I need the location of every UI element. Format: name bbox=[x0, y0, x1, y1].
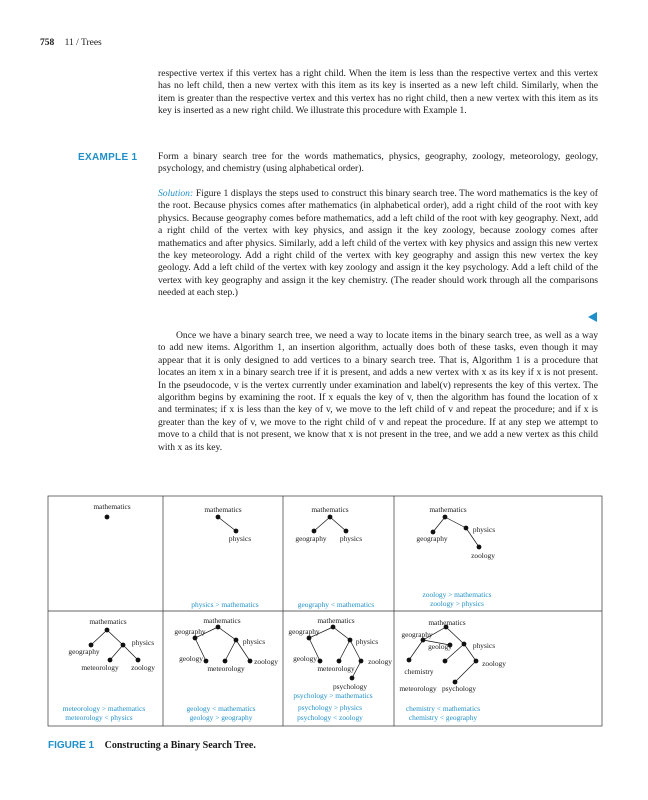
node-chemistry: chemistry bbox=[404, 667, 434, 676]
node-mathematics: mathematics bbox=[89, 617, 127, 626]
vertex bbox=[105, 515, 110, 520]
node-geography: geography bbox=[68, 647, 100, 656]
panel-7 bbox=[288, 616, 392, 722]
node-physics: physics bbox=[472, 641, 496, 650]
node-mathematics: mathematics bbox=[93, 502, 131, 511]
node-zoology: zoology bbox=[254, 657, 278, 666]
comparison: meteorology < physics bbox=[65, 713, 133, 722]
node-meteorology: meteorology bbox=[207, 664, 245, 673]
comparison: chemistry < mathematics bbox=[405, 704, 481, 713]
comparison: zoology > mathematics bbox=[422, 590, 492, 599]
comparison: psychology > physics bbox=[297, 703, 363, 712]
node-physics: physics bbox=[131, 638, 155, 647]
node-zoology: zoology bbox=[471, 551, 495, 560]
node-physics: physics bbox=[472, 525, 496, 534]
node-mathematics: mathematics bbox=[203, 616, 241, 625]
node-physics: physics bbox=[228, 534, 252, 543]
node-zoology: zoology bbox=[131, 663, 155, 672]
figure-title: Constructing a Binary Search Tree. bbox=[104, 740, 256, 751]
panel-5 bbox=[63, 617, 155, 722]
comparison: geology > geography bbox=[189, 713, 253, 722]
node-zoology: zoology bbox=[482, 659, 506, 668]
node-geology: geology bbox=[428, 642, 452, 651]
node-geography: geography bbox=[416, 534, 448, 543]
node-psychology: psychology bbox=[441, 684, 477, 693]
panel-4 bbox=[416, 505, 495, 608]
node-meteorology: meteorology bbox=[399, 684, 437, 693]
node-physics: physics bbox=[355, 637, 379, 646]
solution-text: Figure 1 displays the steps used to construct this binary search tree. The word mathematics is the key of the root. Because physics comes after mathematics (in alphabetical order), add a right child of the root with key physics. Because geography comes before mathematics, add a left child of the root with key geography. Next, add a right child of the vertex with key physics, and assign it the key zoology, because zoology comes after mathematics and after physics. Similarly, add a left child of the vertex with key physics and assign this new vertex the key meteorology. Add a right child of the vertex with key geography and assign this new vertex the key geology. Add a left child of the vertex with key zoology and assign it the key psychology. Add a left child of the vertex with key geography and assign it the key chemistry. (The reader should work through all the comparisons needed at each step.) bbox=[158, 188, 598, 299]
intro-paragraph: respective vertex if this vertex has a right child. When the item is less than the respective vertex and this vertex has no left child, then a new vertex with this item as its key is inserted as a new left child. Similarly, when the item is greater than the respective vertex and this vertex has no right child, then a new vertex with this item as its key is inserted as a new right child. We illustrate this procedure with Example 1. bbox=[158, 68, 598, 117]
node-mathematics: mathematics bbox=[311, 505, 349, 514]
node-geography: geography bbox=[401, 630, 433, 639]
node-physics: physics bbox=[242, 637, 266, 646]
node-meteorology: meteorology bbox=[317, 664, 355, 673]
comparison: physics > mathematics bbox=[191, 600, 259, 609]
comparison: psychology < zoology bbox=[297, 713, 363, 722]
comparison: psychology > mathematics bbox=[293, 691, 373, 700]
panel-2 bbox=[191, 505, 259, 609]
node-mathematics: mathematics bbox=[428, 618, 466, 627]
node-physics: physics bbox=[339, 534, 363, 543]
comparison: meteorology > mathematics bbox=[62, 704, 146, 713]
comparison: geology < mathematics bbox=[186, 704, 256, 713]
node-mathematics: mathematics bbox=[204, 505, 242, 514]
comparison: zoology > physics bbox=[430, 599, 484, 608]
node-geography: geography bbox=[295, 534, 327, 543]
node-psychology: psychology bbox=[332, 682, 368, 691]
example-problem: Form a binary search tree for the words mathematics, physics, geography, zoology, meteorology, geology, psychology, and chemistry (using alphabetical order). bbox=[158, 151, 598, 175]
node-meteorology: meteorology bbox=[81, 663, 119, 672]
panel-1 bbox=[93, 502, 130, 519]
chapter-title: 11 / Trees bbox=[64, 38, 102, 48]
node-geology: geology bbox=[179, 654, 203, 663]
node-zoology: zoology bbox=[368, 657, 392, 666]
panel-3 bbox=[295, 505, 374, 609]
comparison: chemistry < geography bbox=[408, 713, 478, 722]
node-mathematics: mathematics bbox=[429, 505, 467, 514]
figure-caption bbox=[48, 740, 256, 751]
body-paragraph: Once we have a binary search tree, we need a way to locate items in the binary search tree, as well as a way to add new items. Algorithm 1, an insertion algorithm, actually does both of these tasks, even though it may appear that it is only designed to add vertices to a binary search tree. That is, Algorithm 1 is a procedure that locates an item x in a binary search tree if it is present, and adds a new vertex with x as its key if x is not present. In the pseudocode, v is the vertex currently under examination and label(v) represents the key of this vertex. The algorithm begins by examining the root. If x equals the key of v, then the algorithm has found the location of x and terminates; if x is less than the key of v, we move to the left child of v and repeat the procedure; and if x is greater than the key of v, we move to the right child of v and repeat the procedure. If at any step we attempt to move to a child that is not present, we know that x is not present in the tree, and we add a new vertex as this child with x as its key. bbox=[158, 330, 598, 453]
panel-6 bbox=[174, 616, 278, 722]
panel-8 bbox=[399, 618, 506, 722]
example-label: EXAMPLE 1 bbox=[78, 152, 138, 163]
comparison: geography < mathematics bbox=[297, 600, 375, 609]
solution-label: Solution: bbox=[158, 188, 194, 199]
node-geography: geography bbox=[174, 627, 206, 636]
node-mathematics: mathematics bbox=[317, 616, 355, 625]
node-geography: geography bbox=[288, 627, 320, 636]
figure-label: FIGURE 1 bbox=[48, 740, 95, 751]
page-number: 758 bbox=[40, 38, 55, 48]
node-geology: geology bbox=[293, 654, 317, 663]
